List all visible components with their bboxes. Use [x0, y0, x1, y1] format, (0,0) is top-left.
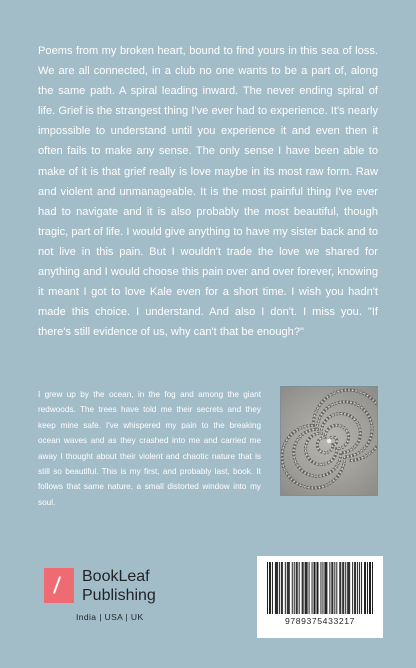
barcode-bar — [359, 562, 360, 614]
publisher-regions: India | USA | UK — [76, 612, 144, 622]
publisher-logo — [44, 568, 74, 603]
barcode-bars — [267, 562, 373, 614]
barcode-bar — [281, 562, 282, 614]
barcode-bar — [334, 562, 335, 614]
publisher-name — [82, 567, 156, 605]
barcode-bar — [282, 562, 283, 614]
isbn-barcode — [257, 556, 383, 638]
barcode-bar — [354, 562, 355, 614]
barcode-bar — [361, 562, 362, 614]
barcode-bar — [288, 562, 289, 614]
barcode-bar — [336, 562, 337, 614]
barcode-bar — [364, 562, 365, 614]
barcode-bar — [348, 562, 349, 614]
barcode-bar — [285, 562, 286, 614]
barcode-bar — [322, 562, 323, 614]
publisher-name-line2: Publishing — [82, 587, 156, 604]
barcode-bar — [272, 562, 273, 614]
barcode-bar — [339, 562, 340, 614]
barcode-bar — [369, 562, 370, 614]
barcode-bar — [303, 562, 304, 614]
logo-slash-icon — [53, 576, 61, 594]
barcode-bar — [352, 562, 353, 614]
barcode-bar — [309, 562, 310, 614]
barcode-bar — [307, 562, 308, 614]
barcode-bar — [277, 562, 278, 614]
publisher-name-line1: BookLeaf — [82, 568, 150, 585]
stone-spiral-photo — [280, 386, 378, 496]
barcode-bar — [343, 562, 344, 614]
barcode-bar — [312, 562, 313, 614]
barcode-bar — [315, 562, 316, 614]
barcode-bar — [345, 562, 346, 614]
barcode-bar — [305, 562, 306, 614]
barcode-bar — [296, 562, 297, 614]
barcode-bar — [294, 562, 295, 614]
back-cover-blurb: Poems from my broken heart, bound to find yours in this sea of loss. We are all connected, in a club no one wants to be a part of, along the same path. A spiral leading inward. The never ending spiral of life. Grief is the strangest thing I've ever had to experience. It's nearly impossible to understand until you experience it and even then it often fails to make any sense. The only sense I have been able to make of it is that grief really is love maybe in its most raw form. Raw and violent and unmanageable. It is the most painful thing I've ever had to navigate and it is also probably the most beautiful, though tragic, part of life. I would give anything to have my sister back and to not live in this pain. But I wouldn't trade the love we shared for anything and I would choose this pain over and over forever, knowing it meant I got to love Kale even for a short time. I wish you hadn't made this choice. I understand. And also I don't. I miss you. "If there's still evidence of us, why can't that be enough?" — [38, 45, 378, 339]
barcode-bar — [276, 562, 277, 614]
barcode-bar — [320, 562, 321, 614]
barcode-bar — [372, 562, 373, 614]
stone-spiral-graphic — [281, 387, 377, 495]
barcode-bar — [329, 562, 330, 614]
author-bio: I grew up by the ocean, in the fog and among the giant redwoods. The trees have told me their secrets and they keep mine safe. I've whispered my pain to the breaking ocean waves and as they crashed into me and carried me away I thought about their violent and chaotic nature that is still so beautiful. This is my first, and probably last, book. It follows that same nature, a small distorted window into my soul. — [38, 390, 261, 507]
barcode-bar — [299, 562, 300, 614]
barcode-bar — [347, 562, 348, 614]
barcode-bar — [292, 562, 293, 614]
barcode-bar — [332, 562, 333, 614]
barcode-bar — [324, 562, 325, 614]
barcode-bar — [340, 562, 341, 614]
barcode-bar — [287, 562, 288, 614]
barcode-bar — [297, 562, 298, 614]
barcode-bar — [306, 562, 307, 614]
barcode-bar — [289, 562, 290, 614]
barcode-bar — [269, 562, 270, 614]
barcode-bar — [370, 562, 371, 614]
barcode-bar — [331, 562, 332, 614]
isbn-number: 9789375433217 — [285, 616, 355, 626]
barcode-bar — [349, 562, 350, 614]
barcode-bar — [365, 562, 366, 614]
barcode-bar — [270, 562, 271, 614]
barcode-bar — [302, 562, 303, 614]
barcode-bar — [279, 562, 280, 614]
barcode-bar — [275, 562, 276, 614]
barcode-bar — [342, 562, 343, 614]
barcode-bar — [326, 562, 327, 614]
barcode-bar — [357, 562, 358, 614]
barcode-bar — [318, 562, 319, 614]
barcode-bar — [355, 562, 356, 614]
barcode-bar — [317, 562, 318, 614]
barcode-bar — [267, 562, 268, 614]
barcode-bar — [367, 562, 368, 614]
barcode-bar — [314, 562, 315, 614]
barcode-bar — [325, 562, 326, 614]
